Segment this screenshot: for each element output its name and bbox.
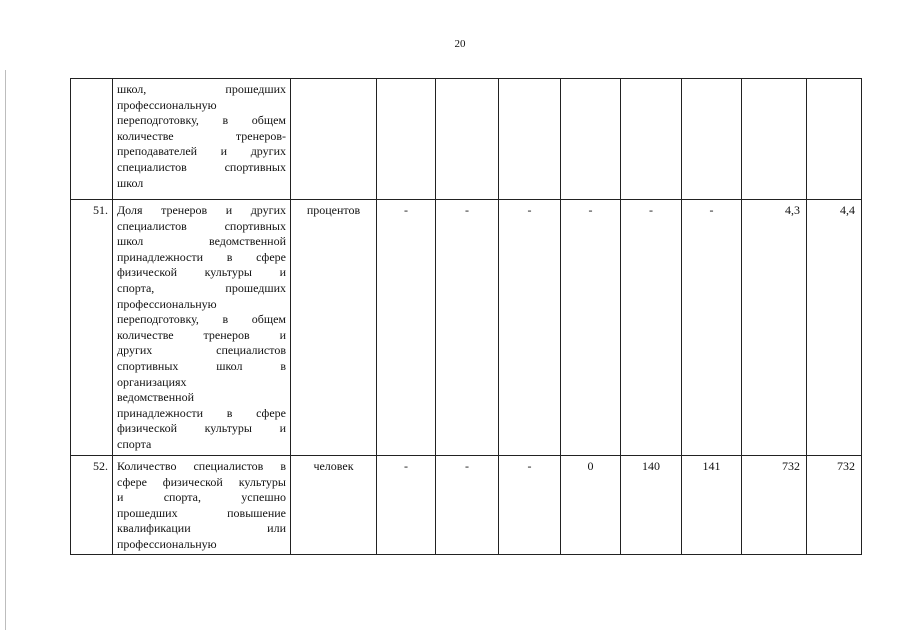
value-cell: - (561, 200, 621, 456)
value-cell (742, 79, 807, 200)
value-cell (436, 79, 499, 200)
description-line: Доля тренеров и других (117, 203, 286, 217)
indicators-table (70, 78, 862, 555)
value-cell (807, 79, 862, 200)
page-number: 20 (454, 38, 466, 50)
value-cell: - (499, 200, 561, 456)
description-line: профессиональную (117, 97, 217, 112)
value-cell (377, 79, 436, 200)
value-cell (621, 79, 682, 200)
description-line: количестве тренеров и (117, 327, 286, 342)
description-line: прошедших повышение (117, 505, 286, 520)
row-number: 52. (71, 456, 113, 555)
table-row (71, 79, 862, 200)
value-cell: 140 (621, 456, 682, 555)
value-cell: 4,4 (807, 200, 862, 456)
value-cell: - (436, 456, 499, 555)
description-line: профессиональную (117, 536, 217, 551)
description-line: спортивных школ в (117, 358, 286, 373)
value-cell: - (682, 200, 742, 456)
value-cell (561, 79, 621, 200)
row-number (71, 79, 113, 200)
unit-cell (291, 79, 377, 200)
description-line: количестве тренеров- (117, 128, 286, 143)
indicator-description (113, 79, 291, 200)
description-line: Количество специалистов в (117, 459, 286, 473)
value-cell: - (377, 456, 436, 555)
value-cell (499, 79, 561, 200)
value-cell: 732 (807, 456, 862, 555)
description-line: и спорта, успешно (117, 490, 286, 505)
value-cell: 4,3 (742, 200, 807, 456)
description-line: физической культуры и (117, 265, 286, 280)
table-row (71, 456, 862, 555)
value-cell: 0 (561, 456, 621, 555)
description-line: школ (117, 175, 144, 190)
value-cell: 732 (742, 456, 807, 555)
row-number: 51. (71, 200, 113, 456)
table-row (71, 200, 862, 456)
value-cell: - (436, 200, 499, 456)
value-cell: - (377, 200, 436, 456)
description-line: ведомственной (117, 390, 194, 405)
description-line: преподавателей и других (117, 144, 286, 159)
value-cell: - (499, 456, 561, 555)
description-line: спорта, прошедших (117, 280, 286, 295)
description-line: специалистов спортивных (117, 218, 286, 233)
scan-edge-line (5, 70, 6, 630)
description-line: спорта (117, 436, 152, 451)
indicator-description (113, 456, 291, 555)
description-line: переподготовку, в общем (117, 312, 286, 327)
table-body (71, 79, 862, 555)
description-line: квалификации или (117, 521, 286, 536)
value-cell: 141 (682, 456, 742, 555)
description-line: специалистов спортивных (117, 159, 286, 174)
description-line: других специалистов (117, 343, 286, 358)
indicator-description (113, 200, 291, 456)
description-line: школ ведомственной (117, 234, 286, 249)
value-cell (682, 79, 742, 200)
description-line: сфере физической культуры (117, 474, 286, 489)
description-line: профессиональную (117, 296, 217, 311)
unit-cell: человек (291, 456, 377, 555)
description-line: переподготовку, в общем (117, 113, 286, 128)
unit-cell: процентов (291, 200, 377, 456)
description-line: школ, прошедших (117, 82, 286, 96)
description-line: организациях (117, 374, 187, 389)
value-cell: - (621, 200, 682, 456)
description-line: физической культуры и (117, 421, 286, 436)
description-line: принадлежности в сфере (117, 405, 286, 420)
description-line: принадлежности в сфере (117, 249, 286, 264)
